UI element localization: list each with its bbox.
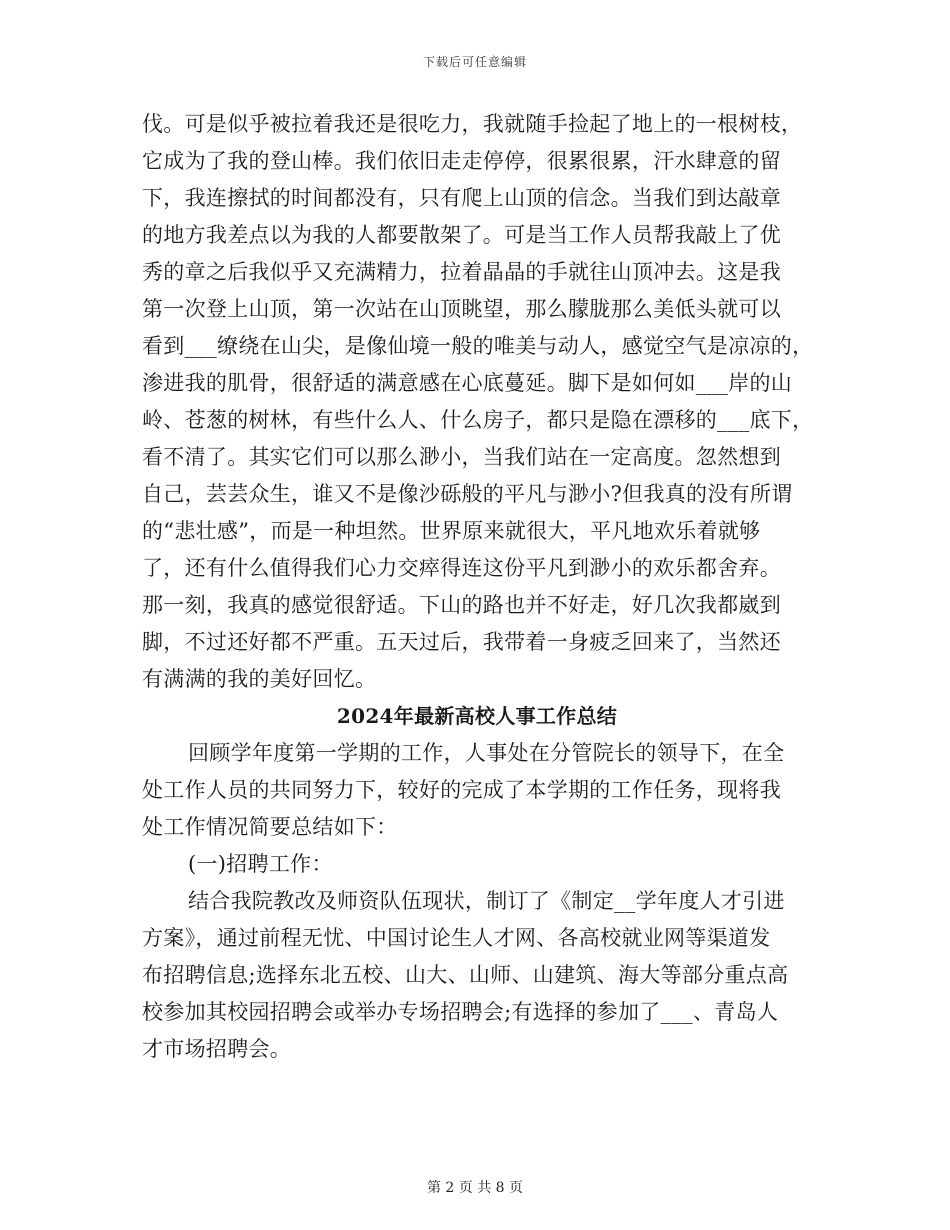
document-body <box>142 106 812 1068</box>
body-line: 才市场招聘会。 <box>142 1037 292 1061</box>
section-title: 2024年最新高校人事工作总结 <box>336 704 618 728</box>
body-line: 渗进我的肌骨，很舒适的满意感在心底蔓延。脚下是如何如___岸的山 <box>142 371 793 395</box>
body-line: 那一刻，我真的感觉很舒适。下山的路也并不好走，好几次我都崴到 <box>142 593 781 617</box>
body-line: 自己，芸芸众生，谁又不是像沙砾般的平凡与渺小?但我真的没有所谓 <box>142 482 793 506</box>
body-line: 的“悲壮感”，而是一种坦然。世界原来就很大，平凡地欢乐着就够 <box>142 519 761 543</box>
body-line: 脚，不过还好都不严重。五天过后，我带着一身疲乏回来了，当然还 <box>142 630 781 654</box>
body-line: 方案》，通过前程无忧、中国讨论生人才网、各高校就业网等渠道发 <box>142 926 771 950</box>
subheading: (一)招聘工作： <box>188 852 333 876</box>
body-line: 看不清了。其实它们可以那么渺小，当我们站在一定高度。忽然想到 <box>142 445 781 469</box>
body-line: 伐。可是似乎被拉着我还是很吃力，我就随手捡起了地上的一根树枝， <box>142 112 803 136</box>
body-line: 了，还有什么值得我们心力交瘁得连这份平凡到渺小的欢乐都舍弃。 <box>142 556 781 580</box>
body-line: 看到___缭绕在山尖，是像仙境一般的唯美与动人，感觉空气是凉凉的， <box>142 334 814 358</box>
body-line: 有满满的我的美好回忆。 <box>142 667 377 691</box>
body-line: 第一次登上山顶，第一次站在山顶眺望，那么朦胧那么美低头就可以 <box>142 297 781 321</box>
body-line: 结合我院教改及师资队伍现状，制订了《制定__学年度人才引进 <box>188 889 785 913</box>
body-line: 处工作人员的共同努力下，较好的完成了本学期的工作任务，现将我 <box>142 778 781 802</box>
body-line: 它成为了我的登山棒。我们依旧走走停停，很累很累，汗水肆意的留 <box>142 149 781 173</box>
page-header-note: 下载后可任意编辑 <box>422 55 527 69</box>
body-line: 下，我连擦拭的时间都没有，只有爬上山顶的信念。当我们到达敲章 <box>142 186 781 210</box>
body-line: 岭、苍葱的树林，有些什么人、什么房子，都只是隐在漂移的___底下， <box>142 408 814 432</box>
body-line: 校参加其校园招聘会或举办专场招聘会;有选择的参加了___、青岛人 <box>142 1000 779 1024</box>
body-line: 秀的章之后我似乎又充满精力，拉着晶晶的手就往山顶冲去。这是我 <box>142 260 781 284</box>
body-line: 布招聘信息;选择东北五校、山大、山师、山建筑、海大等部分重点高 <box>142 963 789 987</box>
body-line: 的地方我差点以为我的人都要散架了。可是当工作人员帮我敲上了优 <box>142 223 781 247</box>
body-line: 回顾学年度第一学期的工作，人事处在分管院长的领导下，在全 <box>188 741 785 765</box>
body-line: 处工作情况简要总结如下： <box>142 815 398 839</box>
page-number: 第 2 页 共 8 页 <box>426 1180 524 1196</box>
